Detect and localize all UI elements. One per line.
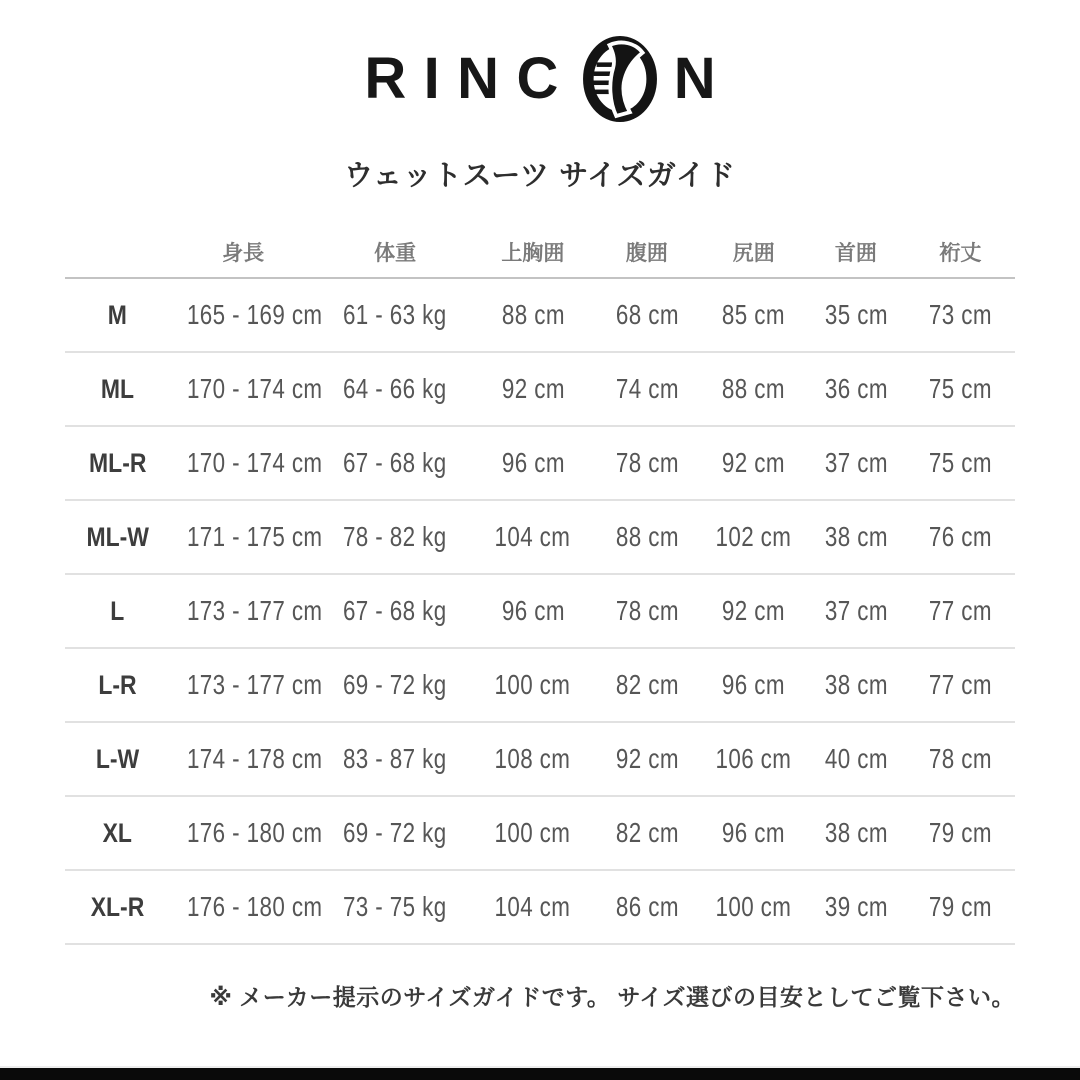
- table-cell: [806, 722, 906, 796]
- table-cell: [65, 278, 170, 352]
- table-cell: [592, 278, 701, 352]
- table-cell: [906, 352, 1015, 426]
- cell-value: 77 cm: [928, 595, 992, 626]
- page-title: ウェットスーツ サイズガイド: [344, 160, 736, 192]
- cell-value: 100 cm: [715, 891, 792, 922]
- table-cell: [170, 648, 322, 722]
- cell-value: 96 cm: [722, 817, 786, 848]
- table-cell: [170, 796, 322, 870]
- table-cell: [906, 278, 1015, 352]
- table-cell: [170, 870, 322, 944]
- cell-value: 102 cm: [715, 521, 792, 552]
- cell-value: 79 cm: [928, 891, 992, 922]
- cell-value: 64 - 66 kg: [343, 373, 447, 404]
- cell-value: 170 - 174 cm: [186, 447, 322, 478]
- table-cell: [474, 500, 593, 574]
- cell-value: 36 cm: [824, 373, 888, 404]
- table-cell: [592, 500, 701, 574]
- cell-value: 104 cm: [494, 521, 571, 552]
- table-cell: [592, 722, 701, 796]
- table-cell: [592, 426, 701, 500]
- table-cell: [317, 870, 474, 944]
- cell-value: 38 cm: [824, 521, 888, 552]
- table-cell: [474, 352, 593, 426]
- cell-value: 75 cm: [928, 447, 992, 478]
- table-cell: [474, 796, 593, 870]
- table-cell: [592, 574, 701, 648]
- table-cell: [702, 574, 807, 648]
- table-cell: [702, 352, 807, 426]
- table-cell: [474, 278, 593, 352]
- table-row: [65, 722, 1015, 796]
- cell-value: 78 cm: [615, 595, 679, 626]
- cell-value: 165 - 169 cm: [186, 299, 322, 330]
- table-cell: [170, 500, 322, 574]
- cell-value: 86 cm: [615, 891, 679, 922]
- size-guide-table: [65, 226, 1015, 945]
- size-label: ML-R: [88, 447, 146, 478]
- cell-value: 68 cm: [615, 299, 679, 330]
- cell-value: 37 cm: [824, 447, 888, 478]
- header-row: [65, 226, 1015, 278]
- column-header: 体重: [374, 241, 417, 265]
- table-header: [65, 226, 1015, 278]
- table-cell: [906, 426, 1015, 500]
- cell-value: 108 cm: [494, 743, 571, 774]
- cell-value: 79 cm: [928, 817, 992, 848]
- table-cell: [474, 870, 593, 944]
- cell-value: 106 cm: [715, 743, 792, 774]
- table-row: [65, 574, 1015, 648]
- cell-value: 73 cm: [928, 299, 992, 330]
- table-cell: [65, 648, 170, 722]
- table-cell: [702, 278, 807, 352]
- cell-value: 96 cm: [722, 669, 786, 700]
- table-cell: [317, 722, 474, 796]
- table-cell: [806, 870, 906, 944]
- table-cell: [170, 722, 322, 796]
- table-row: [65, 278, 1015, 352]
- table-row: [65, 648, 1015, 722]
- cell-value: 40 cm: [824, 743, 888, 774]
- cell-value: 176 - 180 cm: [186, 817, 322, 848]
- table-cell: [170, 426, 322, 500]
- cell-value: 78 cm: [615, 447, 679, 478]
- table-cell: [592, 352, 701, 426]
- table-row: [65, 426, 1015, 500]
- table-cell: [474, 648, 593, 722]
- table-cell: [702, 796, 807, 870]
- table-row: [65, 500, 1015, 574]
- cell-value: 92 cm: [722, 447, 786, 478]
- table-cell: [906, 648, 1015, 722]
- table-row: [65, 870, 1015, 944]
- table-cell: [65, 722, 170, 796]
- cell-value: 67 - 68 kg: [343, 447, 447, 478]
- column-header: 腹囲: [625, 241, 668, 265]
- table-cell: [317, 426, 474, 500]
- cell-value: 174 - 178 cm: [186, 743, 322, 774]
- table-cell: [806, 352, 906, 426]
- cell-value: 75 cm: [928, 373, 992, 404]
- cell-value: 69 - 72 kg: [343, 817, 447, 848]
- table-cell: [474, 426, 593, 500]
- brand-logo-text-right: N: [673, 46, 716, 111]
- table-cell: [592, 870, 701, 944]
- table-cell: [317, 500, 474, 574]
- size-label: L-R: [98, 669, 137, 700]
- size-label: XL-R: [90, 891, 145, 922]
- table-cell: [170, 352, 322, 426]
- cell-value: 83 - 87 kg: [343, 743, 447, 774]
- table-cell: [317, 648, 474, 722]
- table-cell: [906, 796, 1015, 870]
- table-cell: [65, 796, 170, 870]
- cell-value: 61 - 63 kg: [343, 299, 447, 330]
- cell-value: 92 cm: [722, 595, 786, 626]
- size-label: L-W: [95, 743, 139, 774]
- table-cell: [170, 574, 322, 648]
- table-cell: [702, 722, 807, 796]
- table-cell: [592, 648, 701, 722]
- cell-value: 82 cm: [615, 817, 679, 848]
- brand-logo: [0, 0, 1080, 124]
- table-cell: [806, 500, 906, 574]
- table-cell: [906, 500, 1015, 574]
- table-cell: [170, 278, 322, 352]
- cell-value: 85 cm: [722, 299, 786, 330]
- table-cell: [65, 574, 170, 648]
- table-cell: [806, 796, 906, 870]
- size-label: XL: [102, 817, 132, 848]
- table-cell: [317, 278, 474, 352]
- cell-value: 78 cm: [928, 743, 992, 774]
- table-cell: [317, 796, 474, 870]
- table-cell: [702, 500, 807, 574]
- cell-value: 78 - 82 kg: [343, 521, 447, 552]
- table-cell: [806, 426, 906, 500]
- cell-value: 173 - 177 cm: [186, 595, 322, 626]
- table-cell: [592, 796, 701, 870]
- table-cell: [806, 648, 906, 722]
- brand-logo-text-left: RINC: [364, 46, 576, 111]
- cell-value: 96 cm: [501, 447, 565, 478]
- cell-value: 35 cm: [824, 299, 888, 330]
- table-cell: [702, 426, 807, 500]
- column-header: 身長: [222, 241, 265, 265]
- cell-value: 173 - 177 cm: [186, 669, 322, 700]
- table-cell: [906, 870, 1015, 944]
- cell-value: 176 - 180 cm: [186, 891, 322, 922]
- size-label: M: [107, 299, 127, 330]
- cell-value: 92 cm: [615, 743, 679, 774]
- table-row: [65, 796, 1015, 870]
- table-cell: [806, 278, 906, 352]
- cell-value: 82 cm: [615, 669, 679, 700]
- cell-value: 104 cm: [494, 891, 571, 922]
- size-label: L: [110, 595, 125, 626]
- table-cell: [906, 722, 1015, 796]
- table-body: [65, 278, 1015, 944]
- column-header: 尻囲: [732, 241, 775, 265]
- cell-value: 67 - 68 kg: [343, 595, 447, 626]
- cell-value: 38 cm: [824, 669, 888, 700]
- column-header: [65, 226, 170, 278]
- wave-circle-icon: [582, 36, 658, 122]
- cell-value: 37 cm: [824, 595, 888, 626]
- table-cell: [65, 870, 170, 944]
- cell-value: 171 - 175 cm: [186, 521, 322, 552]
- cell-value: 38 cm: [824, 817, 888, 848]
- column-header: 裄丈: [939, 241, 982, 265]
- cell-value: 96 cm: [501, 595, 565, 626]
- cell-value: 92 cm: [501, 373, 565, 404]
- table-cell: [702, 648, 807, 722]
- table-cell: [317, 352, 474, 426]
- footnote: ※ メーカー提示のサイズガイドです。 サイズ選びの目安としてご覧下さい。: [209, 984, 1015, 1010]
- cell-value: 39 cm: [824, 891, 888, 922]
- cell-value: 74 cm: [615, 373, 679, 404]
- column-header: 上胸囲: [501, 241, 565, 265]
- cell-value: 77 cm: [928, 669, 992, 700]
- table-cell: [702, 870, 807, 944]
- table-cell: [317, 574, 474, 648]
- cell-value: 170 - 174 cm: [186, 373, 322, 404]
- table-cell: [906, 574, 1015, 648]
- cell-value: 76 cm: [928, 521, 992, 552]
- table-cell: [65, 426, 170, 500]
- cell-value: 88 cm: [501, 299, 565, 330]
- cell-value: 100 cm: [494, 817, 571, 848]
- column-header: 首囲: [834, 241, 877, 265]
- table-cell: [65, 352, 170, 426]
- size-label: ML: [100, 373, 134, 404]
- table-row: [65, 352, 1015, 426]
- cell-value: 88 cm: [615, 521, 679, 552]
- cell-value: 100 cm: [494, 669, 571, 700]
- bottom-black-bar: [0, 1066, 1080, 1080]
- table-cell: [65, 500, 170, 574]
- table-cell: [474, 574, 593, 648]
- table-cell: [806, 574, 906, 648]
- size-label: ML-W: [86, 521, 149, 552]
- cell-value: 88 cm: [722, 373, 786, 404]
- cell-value: 69 - 72 kg: [343, 669, 447, 700]
- cell-value: 73 - 75 kg: [343, 891, 447, 922]
- table-cell: [474, 722, 593, 796]
